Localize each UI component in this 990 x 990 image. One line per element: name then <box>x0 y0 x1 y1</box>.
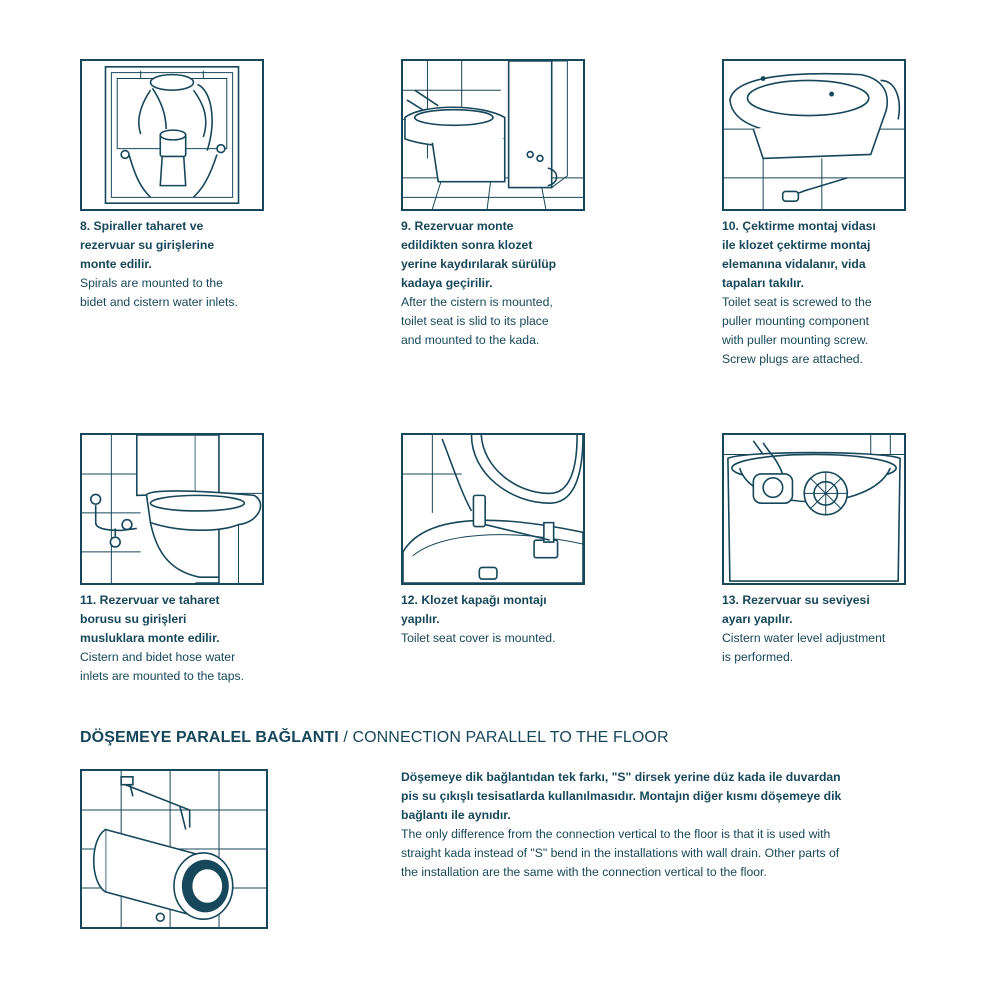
step-12 <box>401 433 591 648</box>
parallel-connection-description <box>401 768 901 882</box>
section-title-tr: DÖŞEMEYE PARALEL BAĞLANTI <box>80 729 339 746</box>
section-title-en: CONNECTION PARALLEL TO THE FLOOR <box>352 729 669 746</box>
section-title-separator: / <box>338 729 353 746</box>
step-8-description: Spirals are mounted to the bidet and cistern water inlets. <box>80 276 238 309</box>
step-10-title: 10. Çektirme montaj vidası ile klozet çektirme montaj elemanına vidalanır, vida tapaları takılır. <box>722 219 876 290</box>
step-10 <box>722 59 912 369</box>
step-11-title: 11. Rezervuar ve taharet borusu su girişleri musluklara monte edilir. <box>80 593 220 645</box>
step-11-description: Cistern and bidet hose water inlets are mounted to the taps. <box>80 650 244 683</box>
step-12-illustration <box>401 433 585 585</box>
step-13-description: Cistern water level adjustment is performed. <box>722 631 886 664</box>
step-9 <box>401 59 591 350</box>
step-8 <box>80 59 270 312</box>
step-10-illustration <box>722 59 906 211</box>
step-13 <box>722 433 912 667</box>
step-12-description: Toilet seat cover is mounted. <box>401 631 556 645</box>
step-12-title: 12. Klozet kapağı montajı yapılır. <box>401 593 547 626</box>
step-13-illustration <box>722 433 906 585</box>
step-10-description: Toilet seat is screwed to the puller mounting component with puller mounting screw. Screw plugs are attached. <box>722 295 872 366</box>
step-9-title: 9. Rezervuar monte edildikten sonra klozet yerine kaydırılarak sürülüp kadaya geçirilir. <box>401 219 557 290</box>
parallel-connection-illustration <box>80 769 268 929</box>
step-11-illustration <box>80 433 264 585</box>
parallel-text-en: The only difference from the connection vertical to the floor is that it is used with straight kada instead of "S" bend in the installations with wall drain. Other parts of the installation are the same with the connection vertical to the floor. <box>401 827 840 879</box>
section-title <box>80 729 669 747</box>
step-9-illustration <box>401 59 585 211</box>
step-9-description: After the cistern is mounted, toilet seat is slid to its place and mounted to the kada. <box>401 295 553 347</box>
step-8-illustration <box>80 59 264 211</box>
step-11 <box>80 433 270 686</box>
parallel-text-tr: Döşemeye dik bağlantıdan tek farkı, "S" dirsek yerine düz kada ile duvardan pis su çıkışlı tesisatlarda kullanılmasıdır. Montajın diğer kısmı döşemeye dik bağlantı ile aynıdır. <box>401 770 842 822</box>
step-13-title: 13. Rezervuar su seviyesi ayarı yapılır. <box>722 593 870 626</box>
step-8-title: 8. Spiraller taharet ve rezervuar su girişlerine monte edilir. <box>80 219 215 271</box>
